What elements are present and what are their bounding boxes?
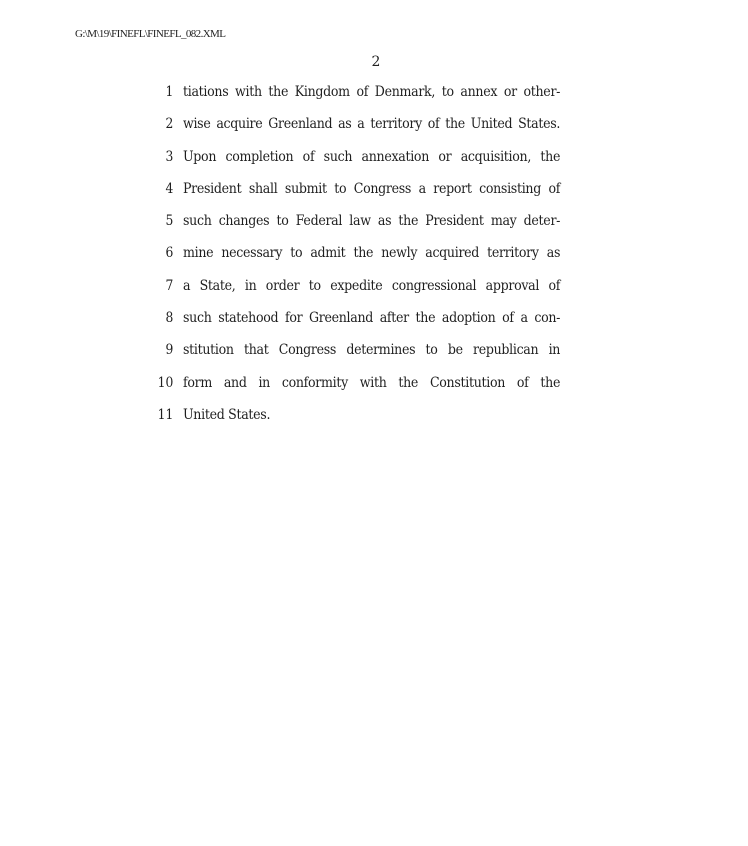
line-number: 2 [165, 116, 174, 133]
bill-line [140, 116, 602, 148]
line-text: a State, in order to expedite congressional approval of [183, 277, 561, 294]
line-text: United States. [183, 406, 271, 423]
bill-line [140, 375, 602, 407]
line-number: 8 [165, 310, 174, 327]
page-number: 2 [371, 54, 381, 70]
bill-line [140, 310, 602, 342]
line-number: 9 [165, 342, 174, 359]
line-text: President shall submit to Congress a report consisting of [183, 180, 561, 197]
line-text: Upon completion of such annexation or acquisition, the [183, 148, 561, 165]
line-text: tiations with the Kingdom of Denmark, to annex or other- [183, 84, 561, 100]
line-number: 1 [165, 84, 174, 100]
bill-line [140, 149, 602, 181]
line-text: such statehood for Greenland after the adoption of a con- [183, 310, 561, 327]
line-number: 11 [157, 406, 174, 423]
line-text: mine necessary to admit the newly acquired territory as [183, 245, 561, 262]
bill-line [140, 278, 602, 310]
line-number: 5 [165, 213, 174, 230]
line-text: stitution that Congress determines to be republican in [183, 342, 561, 359]
line-text: such changes to Federal law as the President may deter- [183, 213, 561, 230]
file-path-header: G:\M\19\FINEFL\FINEFL_082.XML [75, 28, 226, 40]
line-number: 10 [157, 374, 174, 391]
bill-line [140, 181, 602, 213]
line-number: 6 [165, 245, 174, 262]
line-number: 7 [165, 277, 174, 294]
bill-line [140, 407, 602, 439]
line-text: form and in conformity with the Constitution of the [183, 374, 561, 391]
bill-line [140, 245, 602, 277]
line-number: 3 [165, 148, 174, 165]
bill-line [140, 213, 602, 245]
bill-line [140, 84, 602, 116]
line-number: 4 [165, 180, 174, 197]
line-text: wise acquire Greenland as a territory of the United States. [183, 116, 561, 133]
bill-text-body [140, 84, 602, 439]
bill-line [140, 342, 602, 374]
